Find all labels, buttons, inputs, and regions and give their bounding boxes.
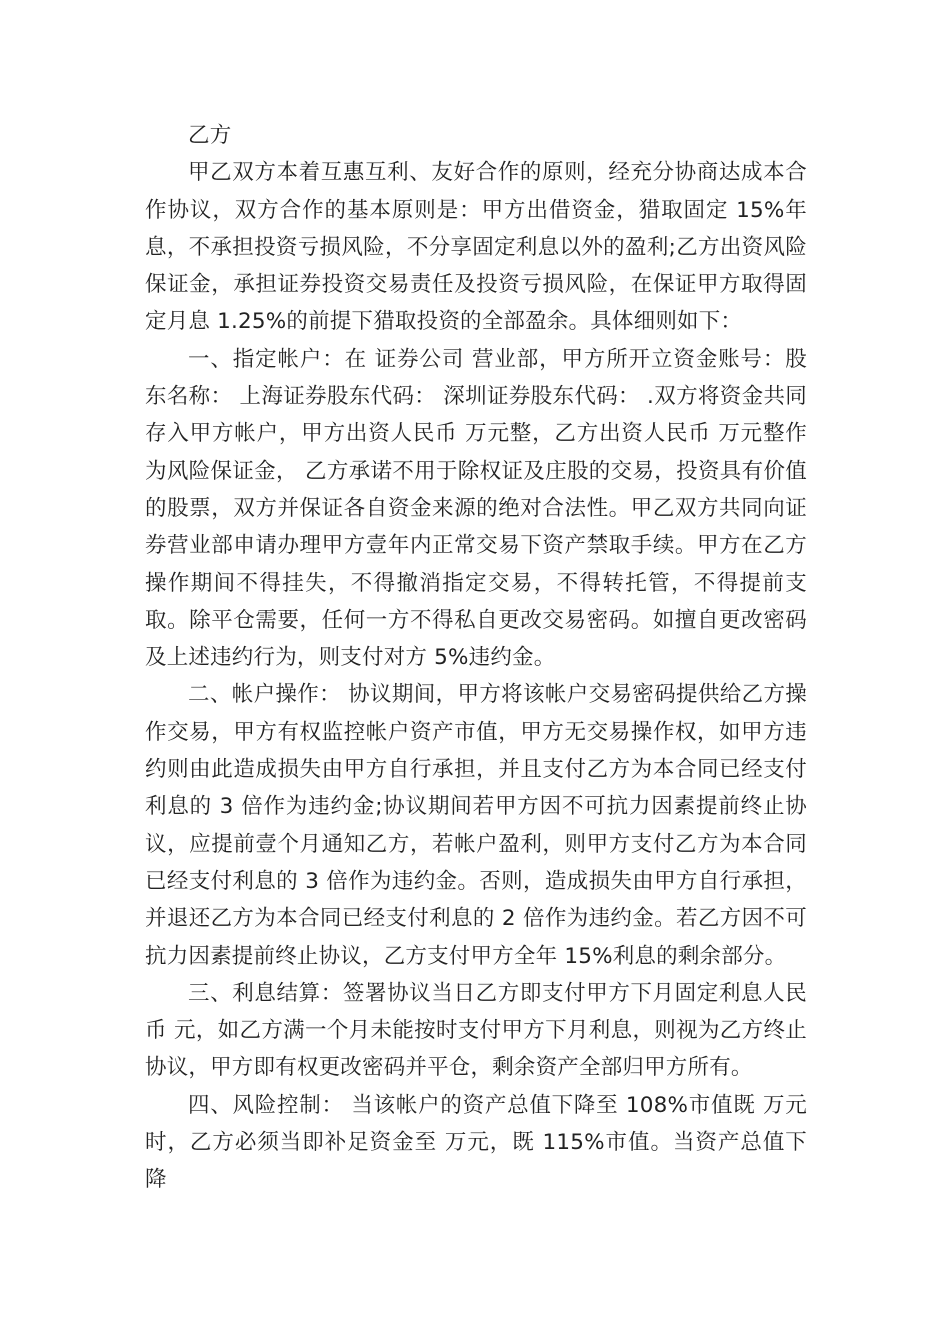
agreement-intro-paragraph: 甲乙双方本着互惠互利、友好合作的原则，经充分协商达成本合作协议，双方合作的基本原则是：甲方出借资金，猎取固定 15%年息，不承担投资亏损风险，不分享固定利息以外的盈利;乙方出资风险保证金，承担证券投资交易责任及投资亏损风险，在保证甲方取得固定月息 1.25%的前提下猎取投资的全部盈余。具体细则如下： [145, 160, 807, 335]
clause-risk-control: 四、风险控制： 当该帐户的资产总值下降至 108%市值既 万元时，乙方必须当即补足资金至 万元，既 115%市值。当资产总值下降 [145, 1092, 807, 1193]
clause-interest-settlement: 三、利息结算：签署协议当日乙方即支付甲方下月固定利息人民币 元，如乙方满一个月未能按时支付甲方下月利息，则视为乙方终止协议，甲方即有权更改密码并平仓，剩余资产全部归甲方所有。 [145, 980, 807, 1081]
clause-account-operation: 二、帐户操作： 协议期间，甲方将该帐户交易密码提供给乙方操作交易，甲方有权监控帐户资产市值，甲方无交易操作权，如甲方违约则由此造成损失由甲方自行承担，并且支付乙方为本合同已经支付利息的 3 倍作为违约金;协议期间若甲方因不可抗力因素提前终止协议，应提前壹个月通知乙方，若帐户盈利，则甲方支付乙方为本合同已经支付利息的 3 倍作为违约金。否则，造成损失由甲方自行承担，并退还乙方为本合同已经支付利息的 2 倍作为违约金。若乙方因不可抗力因素提前终止协议，乙方支付甲方全年 15%利息的剩余部分。 [145, 682, 807, 969]
clause-designated-account: 一、指定帐户：在 证券公司 营业部，甲方所开立资金账号：股东名称： 上海证券股东代码： 深圳证券股东代码： .双方将资金共同存入甲方帐户，甲方出资人民币 万元整，乙方出资人民币 万元整作为风险保证金， 乙方承诺不用于除权证及庄股的交易，投资具有价值的股票，双方并保证各自资金来源的绝对合法性。甲乙双方共同向证券营业部申请办理甲方壹年内正常交易下资产禁取手续。甲方在乙方操作期间不得挂失，不得撤消指定交易，不得转托管，不得提前支取。除平仓需要，任何一方不得私自更改交易密码。如擅自更改密码及上述违约行为，则支付对方 5%违约金。 [145, 346, 807, 671]
document-body [145, 117, 807, 1199]
party-b-heading: 乙方 [188, 123, 232, 148]
